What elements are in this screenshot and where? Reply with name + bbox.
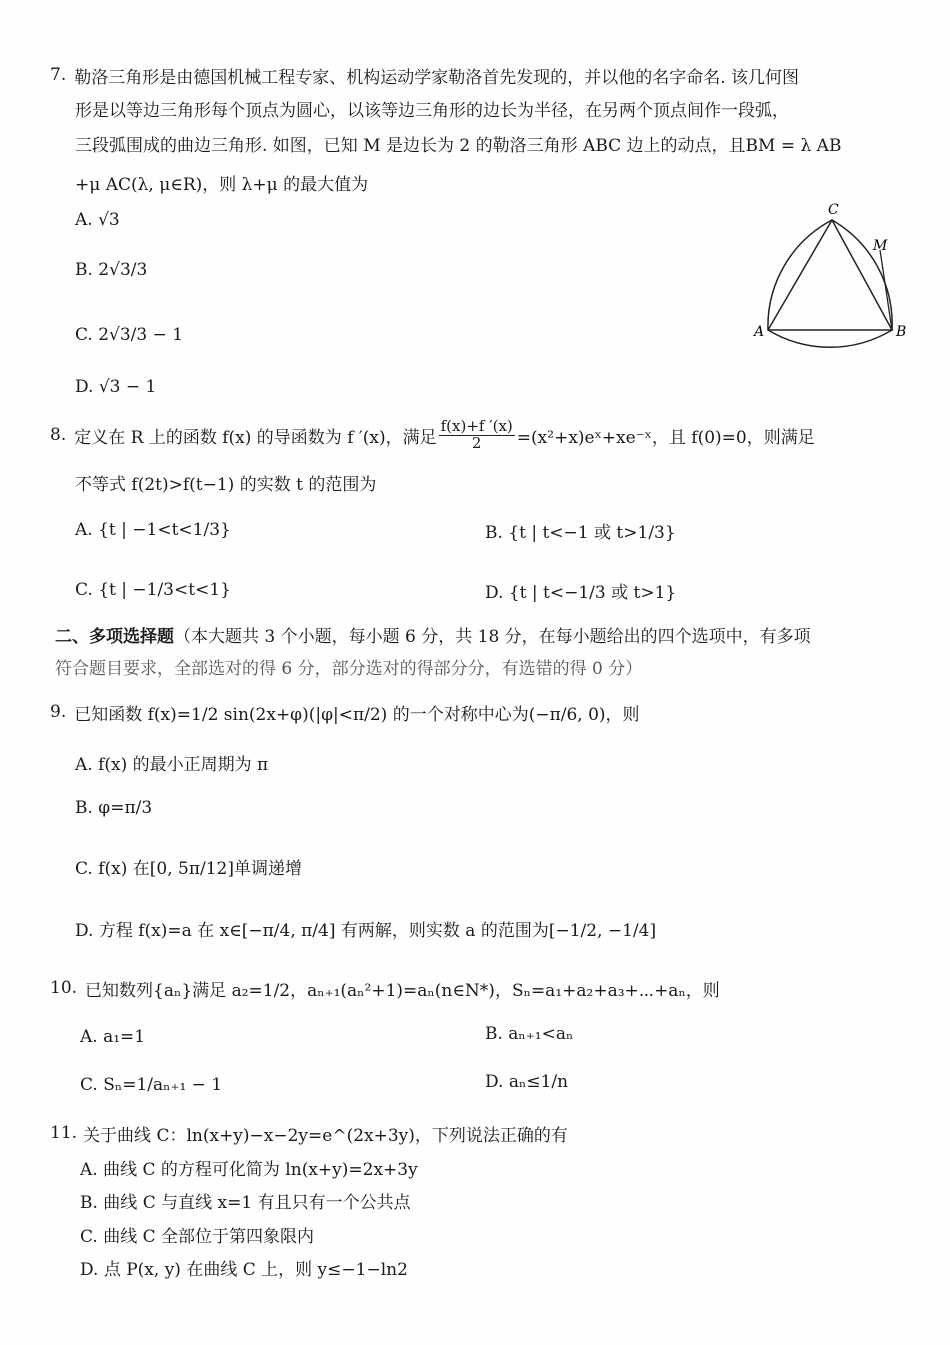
q11-option-d: D. 点 P(x, y) 在曲线 C 上，则 y≤−1−ln2 [80, 1259, 408, 1280]
label-a: A [754, 324, 765, 340]
q11-option-a: A. 曲线 C 的方程可化简为 ln(x+y)=2x+3y [80, 1159, 418, 1180]
q9-option-c: C. f(x) 在[0, 5π/12]单调递增 [75, 858, 302, 879]
q8-option-d: D. {t | t<−1/3 或 t>1} [485, 582, 677, 603]
q8-line-1: 8. 定义在 R 上的函数 f(x) 的导函数为 f ′(x)，满足 $\frac{f(x)+f '(x)}{2}$ =(x²+x)eˣ+xe⁻ˣ，且 f(0)=0，则满足 [50, 416, 815, 452]
section-2-instructions: 符合题目要求，全部选对的得 6 分，部分选对的得部分分，有选错的得 0 分） [55, 658, 643, 679]
q11-option-c: C. 曲线 C 全部位于第四象限内 [80, 1226, 315, 1247]
q7-option-c: C. 2√3/3 − 1 [75, 325, 184, 345]
q7-option-a: A. √3 [75, 210, 120, 230]
q7-line-3: 三段弧围成的曲边三角形. 如图，已知 M 是边长为 2 的勒洛三角形 ABC 边上的动点，且BM = λ AB [75, 135, 842, 156]
q9-option-a: A. f(x) 的最小正周期为 π [75, 754, 269, 775]
q11-option-b: B. 曲线 C 与直线 x=1 有且只有一个公共点 [80, 1192, 411, 1213]
q7-line-1: 7. 勒洛三角形是由德国机械工程专家、机构运动学家勒洛首先发现的，并以他的名字命名. 该几何图 [50, 65, 800, 88]
label-b: B [896, 324, 907, 340]
q8-option-c: C. {t | −1/3<t<1} [75, 580, 231, 600]
q9-stem: 9. 已知函数 f(x)=1/2 sin(2x+φ)(|φ|<π/2) 的一个对称中心为(−π/6, 0)，则 [50, 702, 640, 725]
q10-option-a: A. a₁=1 [80, 1027, 146, 1047]
q7-option-d: D. √3 − 1 [75, 377, 157, 397]
q10-option-b: B. aₙ₊₁<aₙ [485, 1024, 574, 1044]
q10-stem: 10. 已知数列{aₙ}满足 a₂=1/2，aₙ₊₁(aₙ²+1)=aₙ(n∈N*)，Sₙ=a₁+a₂+a₃+⋯+aₙ，则 [50, 978, 720, 1001]
q8-fraction: $\frac{f(x)+f '(x)}{2}$ [440, 416, 513, 452]
reuleaux-triangle-figure [750, 198, 920, 358]
q7-option-b: B. 2√3/3 [75, 260, 148, 280]
q9-option-b: B. φ=π/3 [75, 798, 153, 818]
section-2-header: 二、多项选择题 （本大题共 3 个小题，每小题 6 分，共 18 分，在每小题给出的四个选项中，有多项 [55, 626, 811, 647]
q9-option-d: D. 方程 f(x)=a 在 x∈[−π/4, π/4] 有两解，则实数 a 的范围为[−1/2, −1/4] [75, 920, 657, 941]
label-m: M [873, 238, 888, 254]
q10-option-d: D. aₙ≤1/n [485, 1072, 569, 1092]
q10-option-c: C. Sₙ=1/aₙ₊₁ − 1 [80, 1075, 223, 1095]
q8-option-a: A. {t | −1<t<1/3} [75, 520, 231, 540]
q11-stem: 11. 关于曲线 C：ln(x+y)−x−2y=e^(2x+3y)，下列说法正确的有 [50, 1123, 568, 1146]
q8-line-2: 不等式 f(2t)>f(t−1) 的实数 t 的范围为 [75, 474, 377, 495]
label-c: C [828, 202, 839, 218]
q7-line-2: 形是以等边三角形每个顶点为圆心，以该等边三角形的边长为半径，在另两个顶点间作一段弧， [75, 100, 789, 121]
q8-option-b: B. {t | t<−1 或 t>1/3} [485, 522, 676, 543]
q7-line-4: +μ AC(λ, μ∈R)，则 λ+μ 的最大值为 [75, 174, 369, 195]
